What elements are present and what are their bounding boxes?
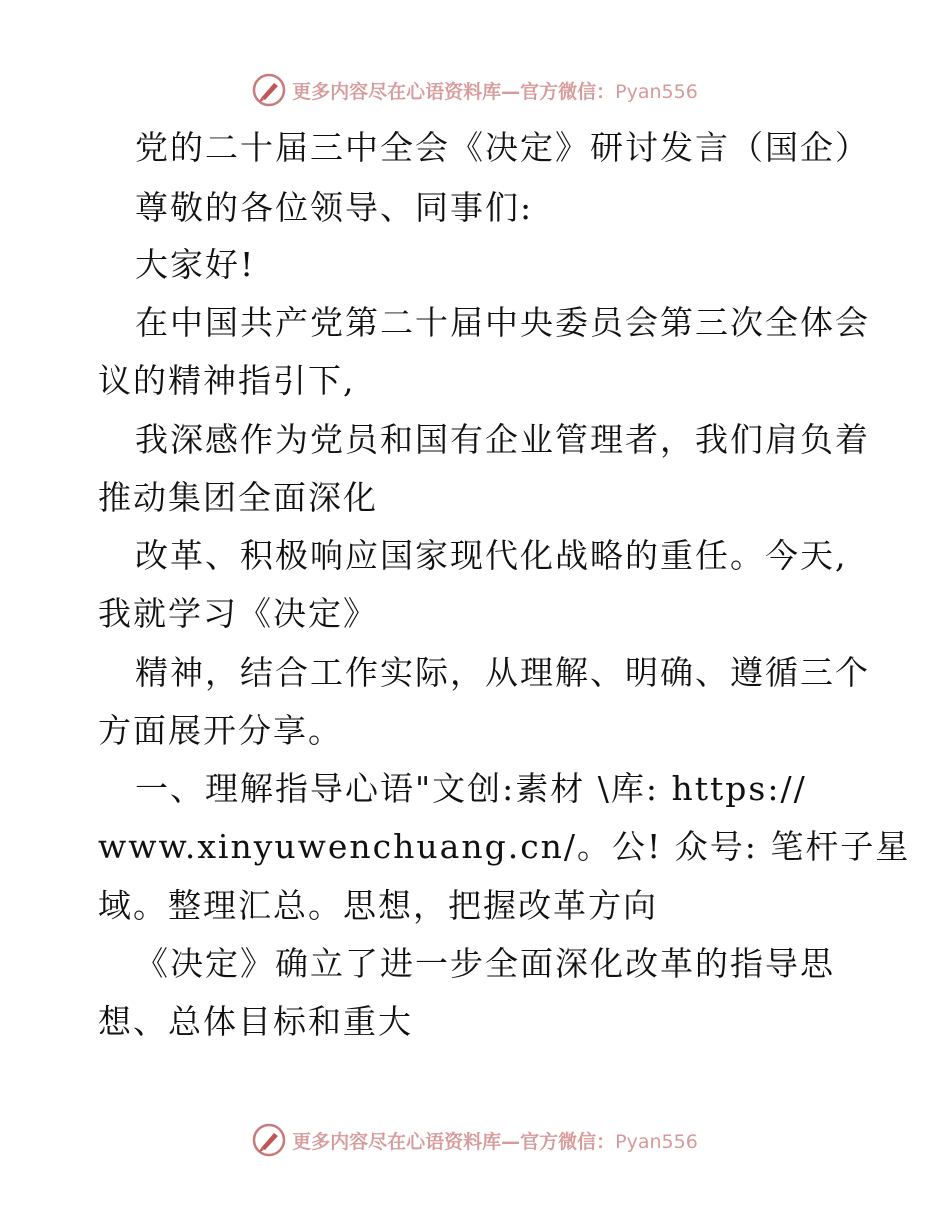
footer-watermark	[0, 1120, 950, 1160]
document-title: 党的二十届三中全会《决定》研讨发言（国企）	[135, 128, 870, 167]
paragraph-line: 在中国共产党第二十届中央委员会第三次全体会	[135, 303, 870, 342]
watermark-text: 更多内容尽在心语资料库—官方微信：Pyan556	[292, 1130, 698, 1153]
watermark-text: 更多内容尽在心语资料库—官方微信：Pyan556	[292, 80, 698, 103]
paragraph-line: 推动集团全面深化	[98, 478, 378, 517]
pen-logo-icon	[252, 73, 286, 107]
paragraph-line: 我就学习《决定》	[98, 594, 378, 633]
paragraph-line: 《决定》确立了进一步全面深化改革的指导思	[135, 944, 835, 983]
paragraph-line: 域。整理汇总。思想，把握改革方向	[98, 886, 658, 925]
pen-logo-icon	[252, 1123, 286, 1157]
paragraph-line: 方面展开分享。	[98, 711, 343, 750]
paragraph-line: 精神，结合工作实际，从理解、明确、遵循三个	[135, 653, 870, 692]
paragraph-line: 议的精神指引下,	[98, 361, 356, 400]
paragraph-line: 我深感作为党员和国有企业管理者，我们肩负着	[135, 420, 870, 459]
greeting: 大家好!	[135, 245, 256, 284]
header-watermark	[0, 70, 950, 110]
section-heading: 一、理解指导心语"文创:素材 \库: https://	[135, 769, 807, 808]
salutation: 尊敬的各位领导、同事们:	[135, 188, 534, 227]
paragraph-line: www.xinyuwenchuang.cn/。公! 众号: 笔杆子星	[98, 827, 911, 866]
paragraph-line: 改革、积极响应国家现代化战略的重任。今天,	[135, 536, 848, 575]
paragraph-line: 想、总体目标和重大	[98, 1002, 413, 1041]
